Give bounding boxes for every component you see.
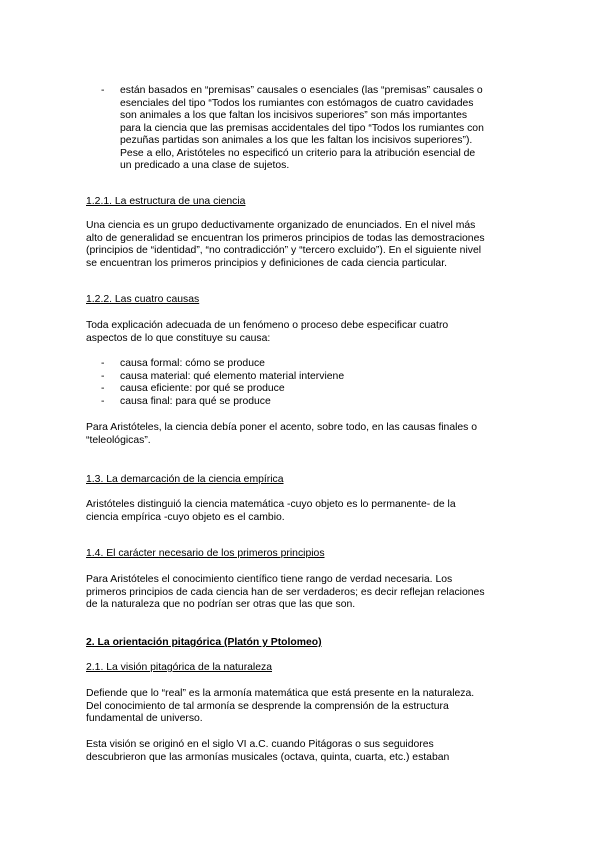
text-line: Del conocimiento de tal armonía se desprende la comprensión de la estructura — [86, 700, 449, 712]
text-line: Esta visión se originó en el siglo VI a.C. cuando Pitágoras o sus seguidores — [86, 739, 434, 750]
bullet-dash: - — [101, 358, 105, 369]
section-heading: 1.2.1. La estructura de una ciencia — [86, 196, 246, 207]
text-line: Toda explicación adecuada de un fenómeno o proceso debe especificar cuatro — [86, 320, 449, 331]
text-line: para la ciencia que las premisas accidentales del tipo “Todos los rumiantes con — [120, 122, 484, 134]
text-line: descubrieron que las armonías musicales (octava, quinta, cuarta, etc.) estaban — [86, 751, 450, 763]
section-heading: 2.1. La visión pitagórica de la naturaleza — [86, 662, 272, 673]
section-heading: 1.4. El carácter necesario de los primeros principios — [86, 548, 325, 559]
text-line: están basados en “premisas” causales o esenciales (las “premisas” causales o — [120, 85, 483, 96]
text-line: ciencia empírica -cuyo objeto es el cambio. — [86, 511, 285, 523]
text-line: pezuñas partidas son animales a los que les faltan los incisivos superiores”). — [120, 135, 473, 146]
chapter-heading: 2. La orientación pitagórica (Platón y Ptolomeo) — [86, 637, 322, 648]
bullet-dash: - — [101, 85, 105, 96]
section-heading: 1.3. La demarcación de la ciencia empírica — [86, 474, 284, 485]
text-line: un predicado a una clase de sujetos. — [120, 160, 290, 171]
bullet-dash: - — [101, 383, 105, 394]
list-item: causa formal: cómo se produce — [120, 358, 265, 369]
section-heading: 1.2.2. Las cuatro causas — [86, 294, 200, 305]
list-item: causa eficiente: por qué se produce — [120, 383, 285, 394]
text-line: Para Aristóteles el conocimiento científico tiene rango de verdad necesaria. Los — [86, 574, 453, 585]
text-line: (principios de “identidad”, “no contradicción” y “tercero excluido”). En el siguiente nivel — [86, 245, 482, 256]
text-line: primeros principios de cada ciencia han de ser verdaderos; es decir reflejan relaciones — [86, 586, 485, 598]
text-line: fundamental de universo. — [86, 713, 203, 724]
list-item: causa final: para qué se produce — [120, 395, 271, 407]
bullet-dash: - — [101, 370, 105, 382]
text-line: Para Aristóteles, la ciencia debía poner el acento, sobre todo, en las causas finales o — [86, 422, 478, 433]
text-line: se encuentran los primeros principios y definiciones de cada ciencia particular. — [86, 257, 447, 269]
text-line: son animales a los que faltan los incisivos superiores” son más importantes — [120, 110, 468, 121]
text-line: esenciales del tipo “Todos los rumiantes con estómagos de cuatro cavidades — [120, 97, 474, 109]
text-line: aspectos de lo que constituye su causa: — [86, 332, 271, 344]
text-line: Una ciencia es un grupo deductivamente organizado de enunciados. En el nivel más — [86, 220, 476, 231]
text-line: “teleológicas”. — [86, 434, 151, 446]
bullet-dash: - — [101, 395, 105, 407]
text-line: Aristóteles distinguió la ciencia matemática -cuyo objeto es lo permanente- de la — [86, 499, 456, 510]
list-item: causa material: qué elemento material interviene — [120, 370, 345, 382]
text-line: de la naturaleza que no podrían ser otras que las que son. — [86, 599, 356, 610]
text-line: alto de generalidad se encuentran los primeros principios de todas las demostraciones — [86, 232, 485, 244]
text-line: Defiende que lo “real” es la armonía matemática que está presente en la naturaleza. — [86, 688, 475, 699]
text-line: Pese a ello, Aristóteles no especificó un criterio para la atribución esencial de — [120, 147, 476, 159]
